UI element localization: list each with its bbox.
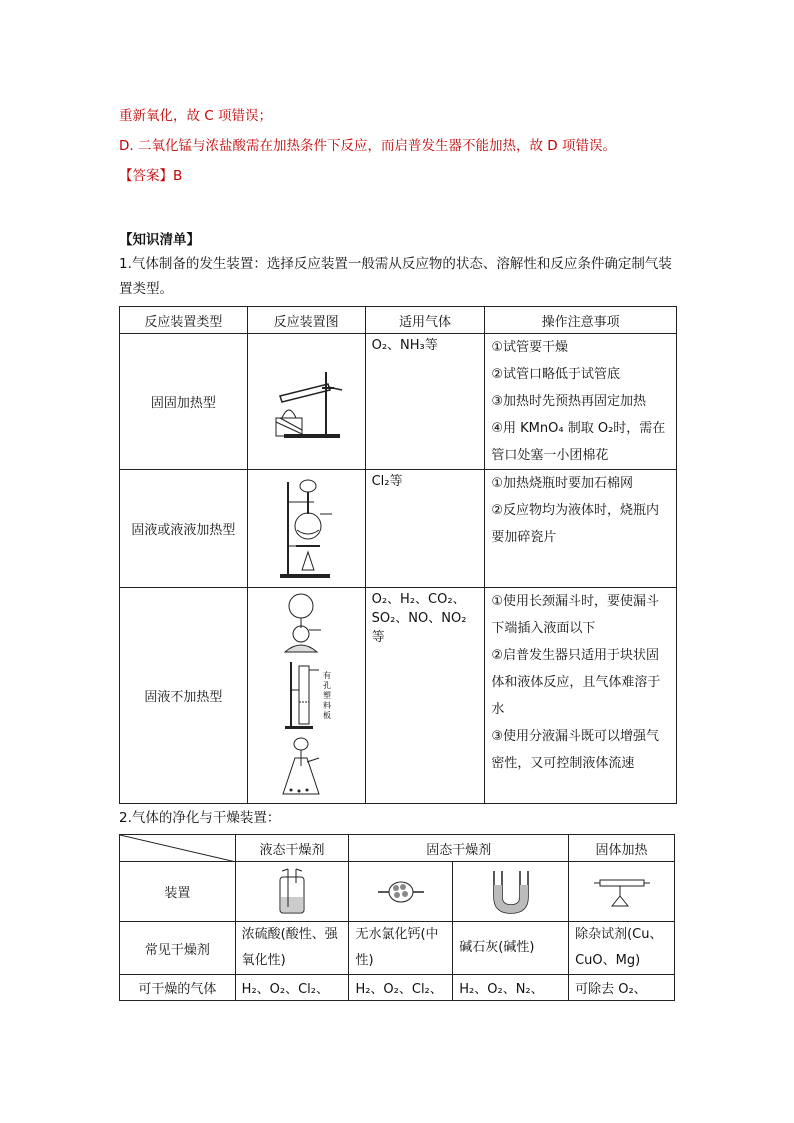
notes-cell [485, 470, 677, 588]
notes-cell [485, 334, 677, 470]
table-row [120, 862, 675, 922]
gas-drying-table [119, 834, 675, 1001]
notes-cell [485, 588, 677, 804]
table-row [120, 334, 677, 470]
table2-header: 液态干燥剂 [235, 835, 349, 862]
heated-tube-figure [569, 862, 675, 922]
gas-cell: H₂、O₂、Cl₂、 [235, 975, 349, 1001]
gases-cell: O₂、NH₃等 [365, 334, 485, 470]
figure-label-char: 有 [323, 670, 332, 680]
figure-label-char: 塑 [323, 690, 332, 700]
figure-label-char: 板 [323, 710, 332, 720]
note-item: ①加热烧瓶时要加石棉网 [491, 476, 634, 491]
gas-cell: 可除去 O₂、 [569, 975, 675, 1001]
table-row [120, 975, 675, 1001]
solid-solid-heating-figure [247, 334, 365, 470]
note-item: ①试管要干燥 [491, 340, 569, 355]
table1-header-row [120, 307, 677, 334]
table1-header: 适用气体 [365, 307, 485, 334]
table-row [120, 470, 677, 588]
table-row [120, 588, 677, 804]
note-item: ③使用分液漏斗既可以增强气密性，又可控制液体流速 [491, 729, 660, 771]
dryer-cell: 无水氯化钙(中性) [349, 922, 453, 975]
note-item: ④用 KMnO₄ 制取 O₂时，需在管口处塞一小团棉花 [491, 421, 666, 463]
note-item: ③加热时先预热再固定加热 [491, 394, 647, 409]
row-label: 装置 [120, 862, 236, 922]
knowledge-heading: 【知识清单】 [119, 232, 200, 248]
drying-tube-figure [349, 862, 453, 922]
gas-cell: H₂、O₂、N₂、 [453, 975, 569, 1001]
note-item: ②反应物均为液体时，烧瓶内要加碎瓷片 [491, 503, 660, 545]
device-type: 固液或液液加热型 [120, 470, 248, 588]
answer-line-2: D. 二氧化锰与浓盐酸需在加热条件下反应，而启普发生器不能加热，故 D 项错误。 [119, 138, 616, 154]
table-row [120, 922, 675, 975]
gas-generation-table [119, 306, 677, 804]
solid-liquid-heating-figure [247, 470, 365, 588]
table2-header: 固体加热 [569, 835, 675, 862]
figure-label-char: 孔 [323, 680, 332, 690]
knowledge-intro: 1.气体制备的发生装置：选择反应装置一般需从反应物的状态、溶解性和反应条件确定制气装置类型。 [119, 256, 672, 297]
device-type: 固液不加热型 [120, 588, 248, 804]
answer-line-1: 重新氧化，故 C 项错误； [119, 108, 273, 124]
gases-cell: O₂、H₂、CO₂、SO₂、NO、NO₂等 [365, 588, 485, 804]
note-item: ①使用长颈漏斗时，要使漏斗下端插入液面以下 [491, 594, 660, 636]
row-label: 可干燥的气体 [120, 975, 236, 1001]
section2-title: 2.气体的净化与干燥装置： [119, 810, 281, 826]
figure-label-char: 料 [323, 700, 332, 710]
u-tube-figure [453, 862, 569, 922]
table1-header: 操作注意事项 [485, 307, 677, 334]
dryer-cell: 碱石灰(碱性) [453, 922, 569, 975]
answer-line-3: 【答案】B [119, 168, 183, 184]
solid-liquid-no-heating-figure [247, 588, 365, 804]
wash-bottle-figure [235, 862, 349, 922]
note-item: ②试管口略低于试管底 [491, 367, 621, 382]
table2-header: 固态干燥剂 [349, 835, 569, 862]
table1-header: 反应装置图 [247, 307, 365, 334]
table2-header-row [120, 835, 675, 862]
gases-cell: Cl₂等 [365, 470, 485, 588]
dryer-cell: 浓硫酸(酸性、强氧化性) [235, 922, 349, 975]
gas-cell: H₂、O₂、Cl₂、 [349, 975, 453, 1001]
table1-header: 反应装置类型 [120, 307, 248, 334]
row-label: 常见干燥剂 [120, 922, 236, 975]
note-item: ②启普发生器只适用于块状固体和液体反应，且气体难溶于水 [491, 648, 661, 717]
diagonal-header-cell [120, 835, 236, 862]
device-type: 固固加热型 [120, 334, 248, 470]
dryer-cell: 除杂试剂(Cu、CuO、Mg) [569, 922, 675, 975]
